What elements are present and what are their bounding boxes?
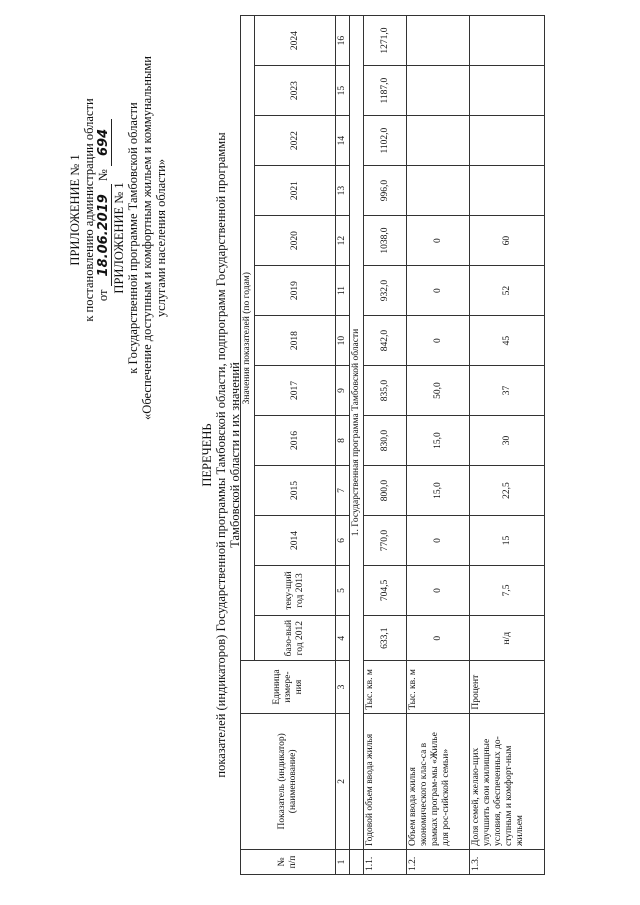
handwritten-number: 694 <box>96 119 112 166</box>
column-number: 1 <box>336 850 350 875</box>
value-cell: 30 <box>470 416 545 466</box>
header-base-year: базо-вый год 2012 <box>255 615 336 660</box>
table-row <box>470 16 545 875</box>
program-appendix-title: ПРИЛОЖЕНИЕ № 1 <box>112 182 126 294</box>
value-cell: 0 <box>407 316 470 366</box>
table-row <box>407 16 470 875</box>
row-number: 1.2. <box>407 850 470 875</box>
value-cell <box>470 16 545 66</box>
value-cell: 0 <box>407 565 470 615</box>
value-cell: 1187,0 <box>364 66 407 116</box>
header-year: 2018 <box>255 316 336 366</box>
value-cell: 932,0 <box>364 266 407 316</box>
value-cell <box>407 16 470 66</box>
value-cell: 15 <box>470 516 545 566</box>
column-number: 4 <box>336 615 350 660</box>
header-unit: Единица измере-ния <box>241 661 336 713</box>
indicator-name: Доля семей, желаю-щих улучшить свои жилищные условия, обеспеченных до-ступным и комфорт-ным жильем <box>470 713 545 849</box>
indicator-name: Годовой объем ввода жилья <box>364 713 407 849</box>
row-number: 1.3. <box>470 850 545 875</box>
header-year: 2024 <box>255 16 336 66</box>
header-current-year: теку-щий год 2013 <box>255 565 336 615</box>
section-row <box>350 16 364 875</box>
list-subtitle-line2: Тамбовской области и их значений <box>228 362 242 548</box>
value-cell <box>407 66 470 116</box>
column-number: 5 <box>336 565 350 615</box>
value-cell: 45 <box>470 316 545 366</box>
column-number: 14 <box>336 116 350 166</box>
column-number: 15 <box>336 66 350 116</box>
value-cell: 37 <box>470 366 545 416</box>
value-cell: 1102,0 <box>364 116 407 166</box>
column-number: 11 <box>336 266 350 316</box>
section-title: 1. Государственная программа Тамбовской области <box>350 16 364 850</box>
value-cell <box>407 116 470 166</box>
column-number: 9 <box>336 366 350 416</box>
unit-cell: Процент <box>470 661 545 713</box>
value-cell: 996,0 <box>364 166 407 216</box>
value-cell <box>470 166 545 216</box>
header-year: 2020 <box>255 216 336 266</box>
number-prefix: № <box>96 169 110 182</box>
value-cell: 0 <box>407 615 470 660</box>
header-year: 2014 <box>255 516 336 566</box>
value-cell: 1038,0 <box>364 216 407 266</box>
program-appendix-line3: услугами населения области» <box>154 158 168 318</box>
value-cell: 830,0 <box>364 416 407 466</box>
value-cell: 52 <box>470 266 545 316</box>
indicator-name: Объем ввода жилья экономического клас-са в рамках програм-мы «Жилье для рос-сийской семьи» <box>407 713 470 849</box>
date-number-line <box>96 40 111 380</box>
value-cell: 0 <box>407 516 470 566</box>
header-year: 2016 <box>255 416 336 466</box>
value-cell: 842,0 <box>364 316 407 366</box>
value-cell: 0 <box>407 216 470 266</box>
header-num: № п/п <box>241 850 336 875</box>
value-cell: 1271,0 <box>364 16 407 66</box>
unit-cell: Тыс. кв. м <box>407 661 470 713</box>
header-year: 2022 <box>255 116 336 166</box>
resolution-line: к постановлению администрации области <box>82 98 96 322</box>
column-number-row <box>336 16 350 875</box>
indicators-table <box>240 15 545 875</box>
column-number: 12 <box>336 216 350 266</box>
handwritten-date: 18.06.2019 <box>96 184 112 286</box>
column-number: 3 <box>336 661 350 713</box>
value-cell: 704,5 <box>364 565 407 615</box>
column-number: 8 <box>336 416 350 466</box>
value-cell: н/д <box>470 615 545 660</box>
column-number: 7 <box>336 466 350 516</box>
value-cell: 633,1 <box>364 615 407 660</box>
unit-cell: Тыс. кв. м <box>364 661 407 713</box>
value-cell: 835,0 <box>364 366 407 416</box>
row-number: 1.1. <box>364 850 407 875</box>
appendix-title: ПРИЛОЖЕНИЕ № 1 <box>68 154 82 266</box>
value-cell: 50,0 <box>407 366 470 416</box>
value-cell <box>470 116 545 166</box>
value-cell: 15,0 <box>407 466 470 516</box>
list-heading: ПЕРЕЧЕНЬ <box>200 423 214 487</box>
table-row <box>364 16 407 875</box>
header-year: 2021 <box>255 166 336 216</box>
header-year: 2015 <box>255 466 336 516</box>
value-cell: 60 <box>470 216 545 266</box>
header-indicator: Показатель (индикатор) (наименование) <box>241 713 336 849</box>
value-cell: 770,0 <box>364 516 407 566</box>
value-cell: 22,5 <box>470 466 545 516</box>
header-year: 2017 <box>255 366 336 416</box>
header-year: 2019 <box>255 266 336 316</box>
column-number: 13 <box>336 166 350 216</box>
value-cell <box>470 66 545 116</box>
header-values-group: Значения показателей (по годам) <box>241 16 255 661</box>
value-cell: 800,0 <box>364 466 407 516</box>
program-appendix-line1: к Государственной программе Тамбовской области <box>126 102 140 374</box>
value-cell: 7,5 <box>470 565 545 615</box>
column-number: 10 <box>336 316 350 366</box>
section-spacer <box>350 850 364 875</box>
date-prefix: от <box>96 289 110 302</box>
column-number: 2 <box>336 713 350 849</box>
value-cell <box>407 166 470 216</box>
column-number: 16 <box>336 16 350 66</box>
table-header-row-1 <box>241 16 255 875</box>
list-title-block <box>200 105 242 805</box>
column-number: 6 <box>336 516 350 566</box>
program-appendix-block <box>112 38 168 438</box>
value-cell: 0 <box>407 266 470 316</box>
resolution-appendix-block <box>68 40 111 380</box>
header-year: 2023 <box>255 66 336 116</box>
program-appendix-line2: «Обеспечение доступным и комфортным жильем и коммунальными <box>140 56 154 420</box>
value-cell: 15,0 <box>407 416 470 466</box>
list-subtitle-line1: показателей (индикаторов) Государственной программы Тамбовской области, подпрограмм Государственной программы <box>214 132 228 778</box>
